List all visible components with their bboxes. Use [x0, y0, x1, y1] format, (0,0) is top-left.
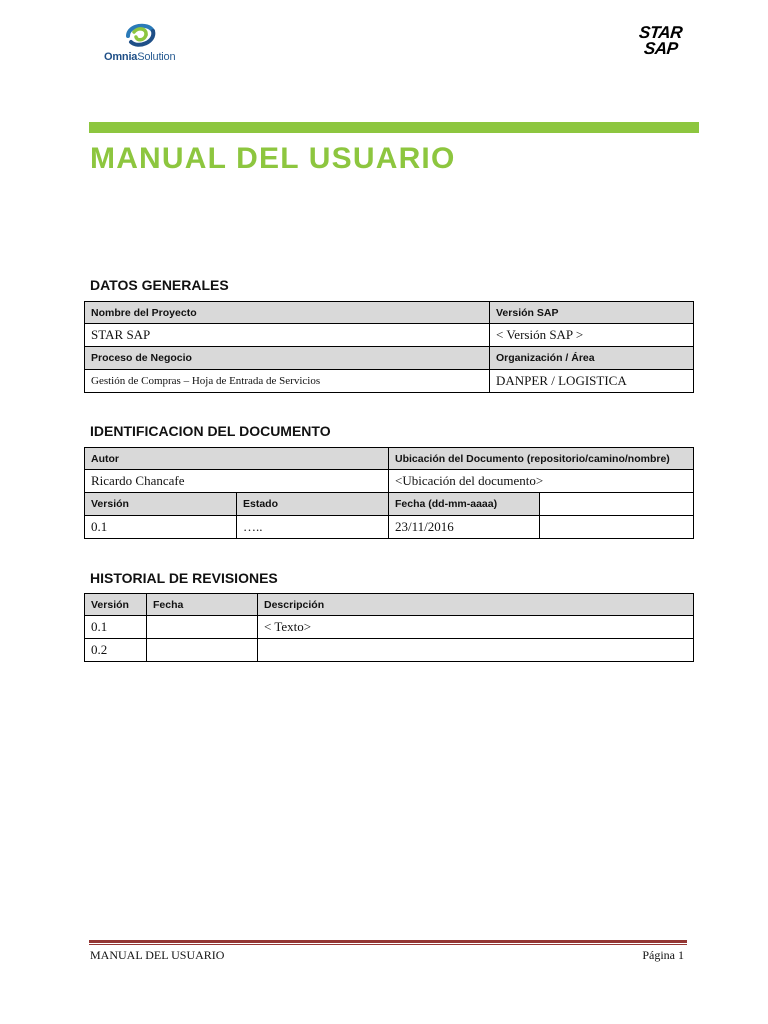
header-version-sap: Versión SAP [490, 302, 694, 324]
identificacion-heading: IDENTIFICACION DEL DOCUMENTO [90, 423, 331, 439]
proceso-negocio-value: Gestión de Compras – Hoja de Entrada de Servicios [85, 370, 490, 393]
omnia-logo-mark-icon [120, 18, 160, 50]
header-estado: Estado [237, 493, 389, 516]
historial-descripcion-cell: < Texto> [258, 616, 694, 639]
table-row [85, 639, 694, 662]
historial-version-cell: 0.2 [85, 639, 147, 662]
header-historial-fecha: Fecha [147, 594, 258, 616]
header-autor: Autor [85, 448, 389, 470]
ubicacion-documento-value: <Ubicación del documento> [389, 470, 694, 493]
footer-rule-thick [89, 940, 687, 943]
historial-descripcion-cell [258, 639, 694, 662]
omnia-logo-wordmark [104, 51, 175, 63]
datos-generales-heading: DATOS GENERALES [90, 277, 229, 293]
header-empty-cell [540, 493, 694, 516]
footer-page-number: Página 1 [642, 948, 684, 962]
omnia-solution-logo [102, 18, 186, 66]
omnia-logo-bold: Omnia [104, 51, 138, 63]
header-nombre-proyecto: Nombre del Proyecto [85, 302, 490, 324]
datos-generales-table [84, 301, 694, 393]
autor-value: Ricardo Chancafe [85, 470, 389, 493]
star-sap-logo [638, 24, 694, 58]
historial-fecha-cell [147, 639, 258, 662]
star-logo-line1: STAR [638, 23, 684, 42]
title-accent-bar [89, 122, 699, 133]
footer-document-title: MANUAL DEL USUARIO [90, 948, 225, 962]
organizacion-area-value: DANPER / LOGISTICA [490, 370, 694, 393]
table-row [85, 616, 694, 639]
version-value: 0.1 [85, 516, 237, 539]
estado-value: ….. [237, 516, 389, 539]
header-ubicacion-documento: Ubicación del Documento (repositorio/camino/nombre) [389, 448, 694, 470]
header-version: Versión [85, 493, 237, 516]
footer-rule-thin [89, 944, 687, 945]
historial-table [84, 593, 694, 662]
omnia-logo-regular: Solution [137, 51, 176, 63]
historial-heading: HISTORIAL DE REVISIONES [90, 570, 278, 586]
empty-cell [540, 516, 694, 539]
header-historial-version: Versión [85, 594, 147, 616]
header-historial-descripcion: Descripción [258, 594, 694, 616]
historial-version-cell: 0.1 [85, 616, 147, 639]
document-title: MANUAL DEL USUARIO [90, 142, 456, 175]
star-logo-line2: SAP [643, 39, 679, 58]
header-fecha: Fecha (dd-mm-aaaa) [389, 493, 540, 516]
nombre-proyecto-value: STAR SAP [85, 324, 490, 347]
header-proceso-negocio: Proceso de Negocio [85, 347, 490, 370]
version-sap-value: < Versión SAP > [490, 324, 694, 347]
historial-fecha-cell [147, 616, 258, 639]
fecha-value: 23/11/2016 [389, 516, 540, 539]
header-organizacion-area: Organización / Área [490, 347, 694, 370]
identificacion-table [84, 447, 694, 539]
